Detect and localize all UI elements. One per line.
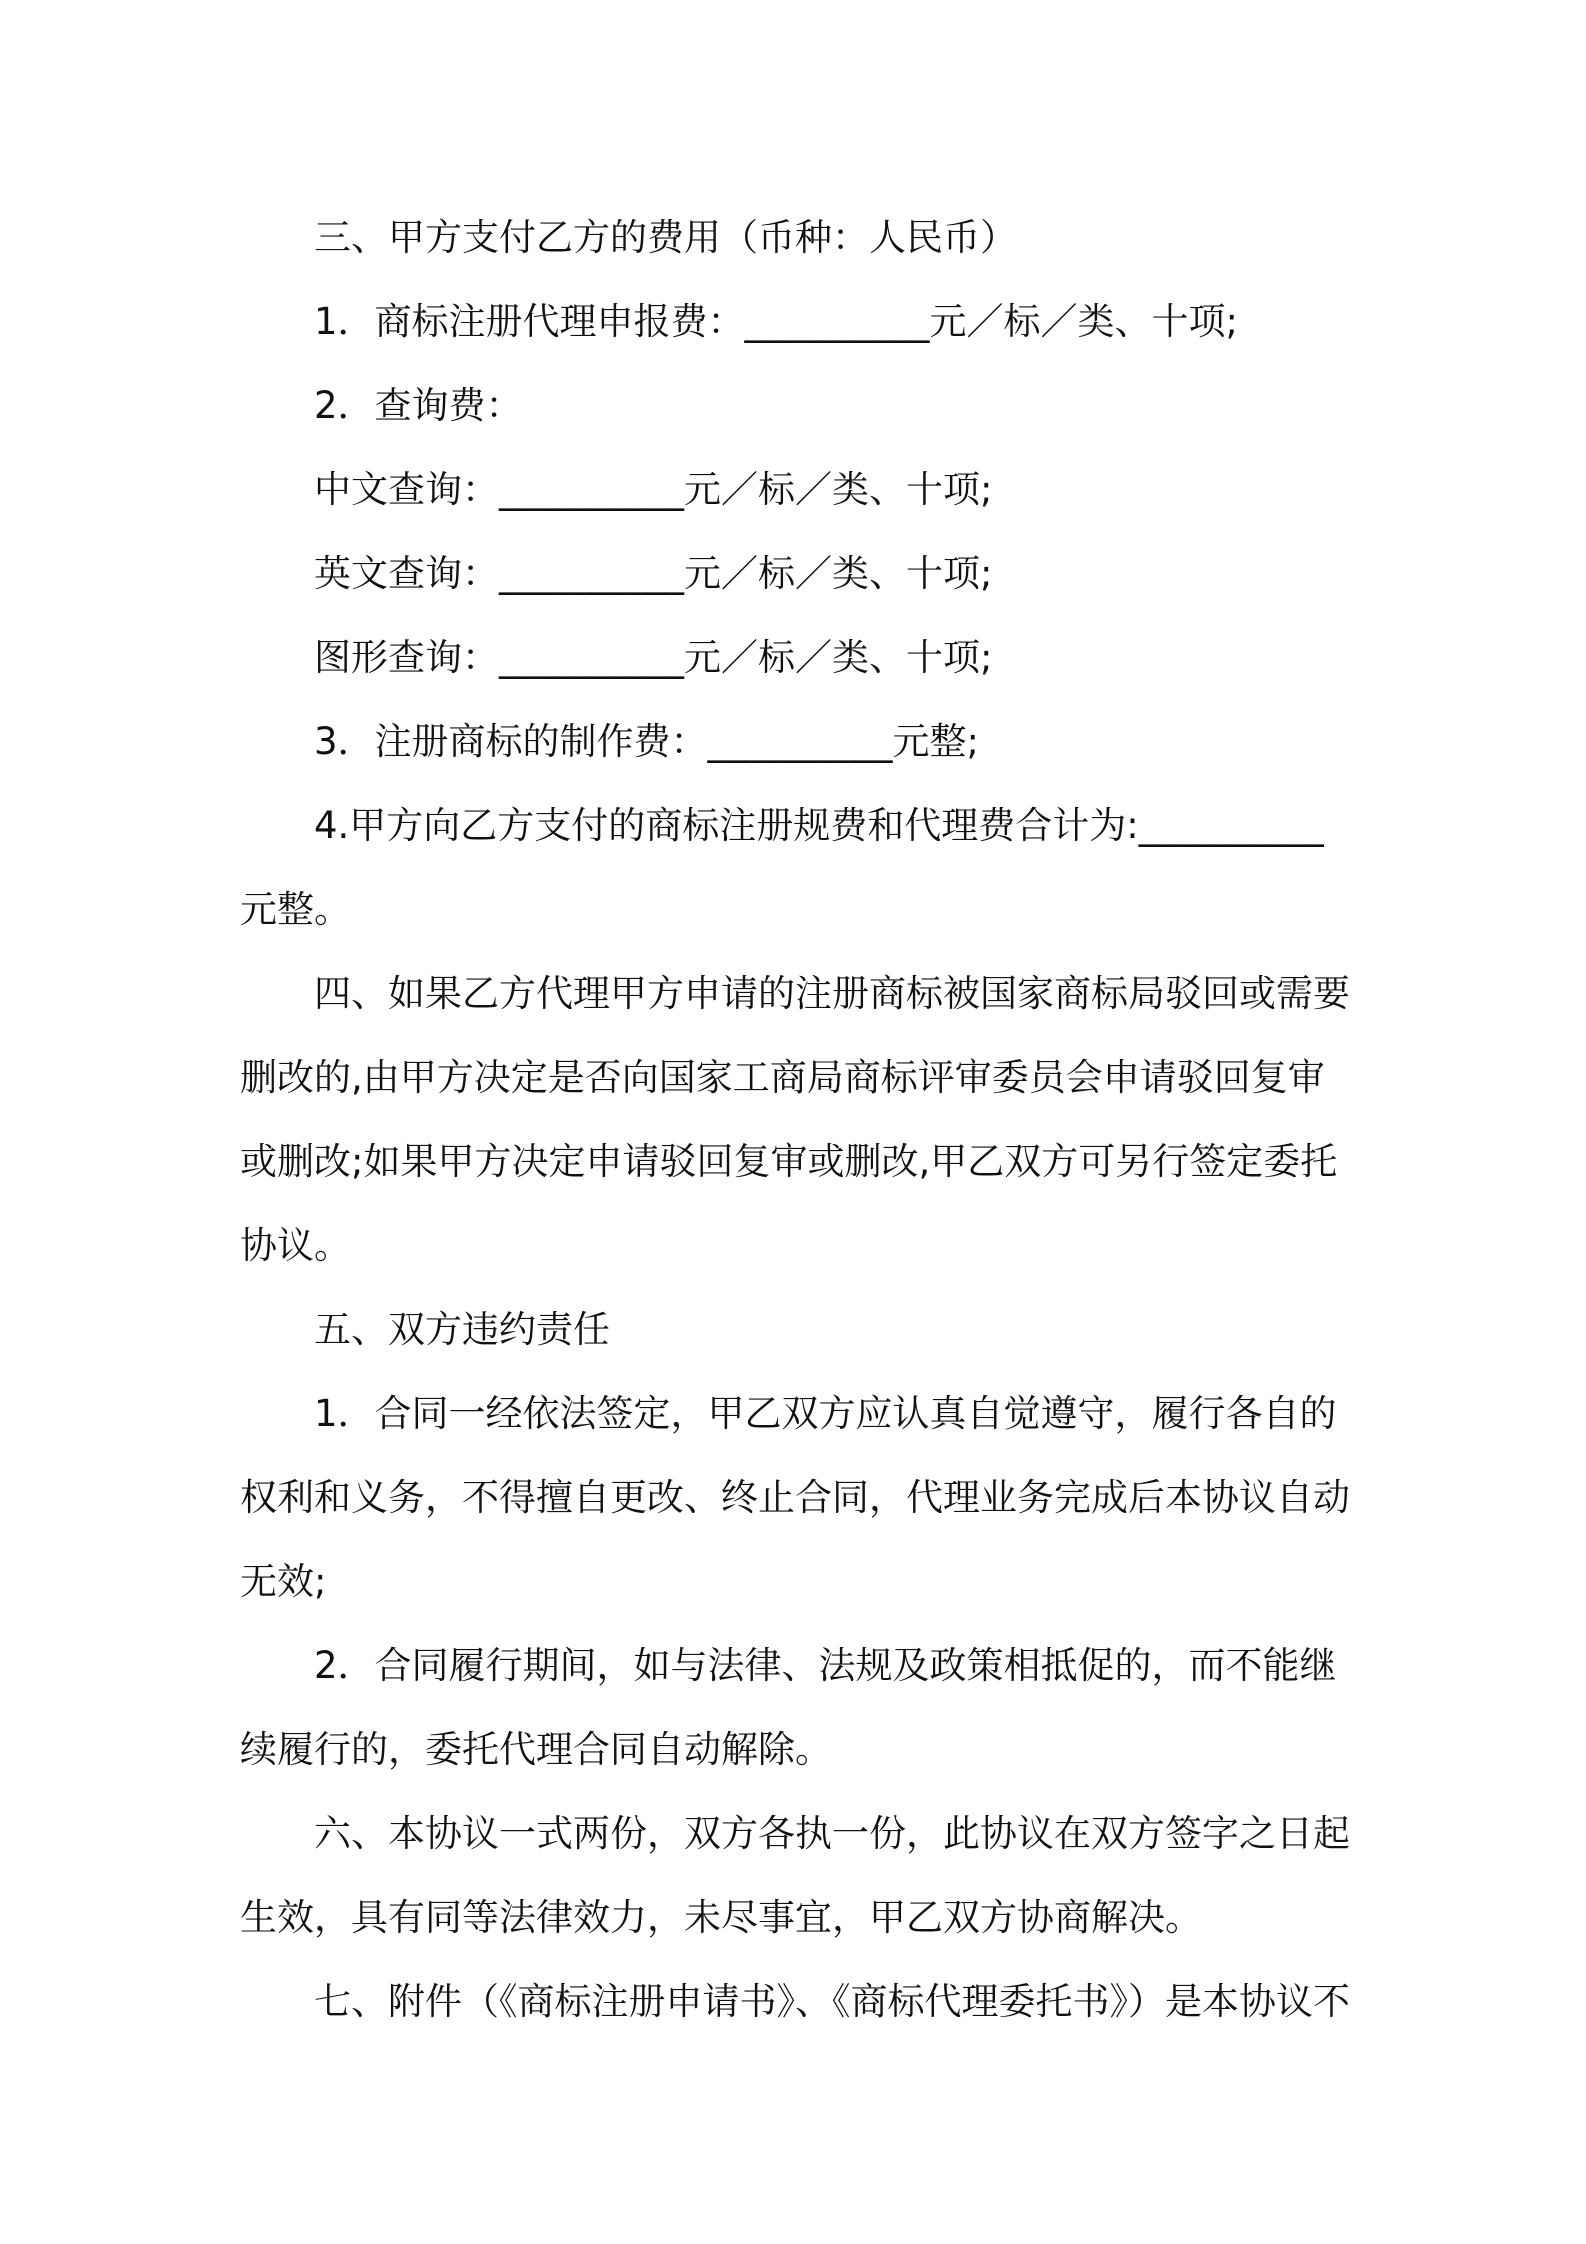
section-three-heading: 三、甲方支付乙方的费用（币种：人民币）	[314, 216, 1017, 259]
fee-item-search: 2．查询费：	[314, 384, 523, 427]
fee-item-production: 3．注册商标的制作费：__________元整;	[314, 720, 980, 763]
section-six-paragraph: 六、本协议一式两份，双方各执一份，此协议在双方签字之日起生效，具有同等法律效力，未尽事宜，甲乙双方协商解决。	[240, 1812, 1350, 1939]
fee-item-application: 1．商标注册代理申报费：__________元／标／类、十项;	[314, 300, 1239, 343]
fee-search-chinese: 中文查询：__________元／标／类、十项;	[314, 468, 993, 511]
fee-search-english: 英文查询：__________元／标／类、十项;	[314, 552, 993, 595]
document-body	[240, 196, 1350, 2044]
breach-item-one: 1．合同一经依法签定，甲乙双方应认真自觉遵守，履行各自的权利和义务，不得擅自更改、终止合同，代理业务完成后本协议自动无效;	[240, 1392, 1350, 1603]
fee-item-total: 4.甲方向乙方支付的商标注册规费和代理费合计为:__________元整。	[240, 804, 1324, 931]
section-five-heading: 五、双方违约责任	[314, 1308, 610, 1351]
section-four-paragraph: 四、如果乙方代理甲方申请的注册商标被国家商标局驳回或需要删改的,由甲方决定是否向国家工商局商标评审委员会申请驳回复审或删改;如果甲方决定申请驳回复审或删改,甲乙双方可另行签定委托协议。	[240, 972, 1350, 1267]
fee-search-graphic: 图形查询：__________元／标／类、十项;	[314, 636, 993, 679]
section-seven-paragraph: 七、附件（《商标注册申请书》、《商标代理委托书》）是本协议不	[314, 1980, 1350, 2023]
breach-item-two: 2．合同履行期间，如与法律、法规及政策相抵促的，而不能继续履行的，委托代理合同自动解除。	[240, 1644, 1337, 1771]
